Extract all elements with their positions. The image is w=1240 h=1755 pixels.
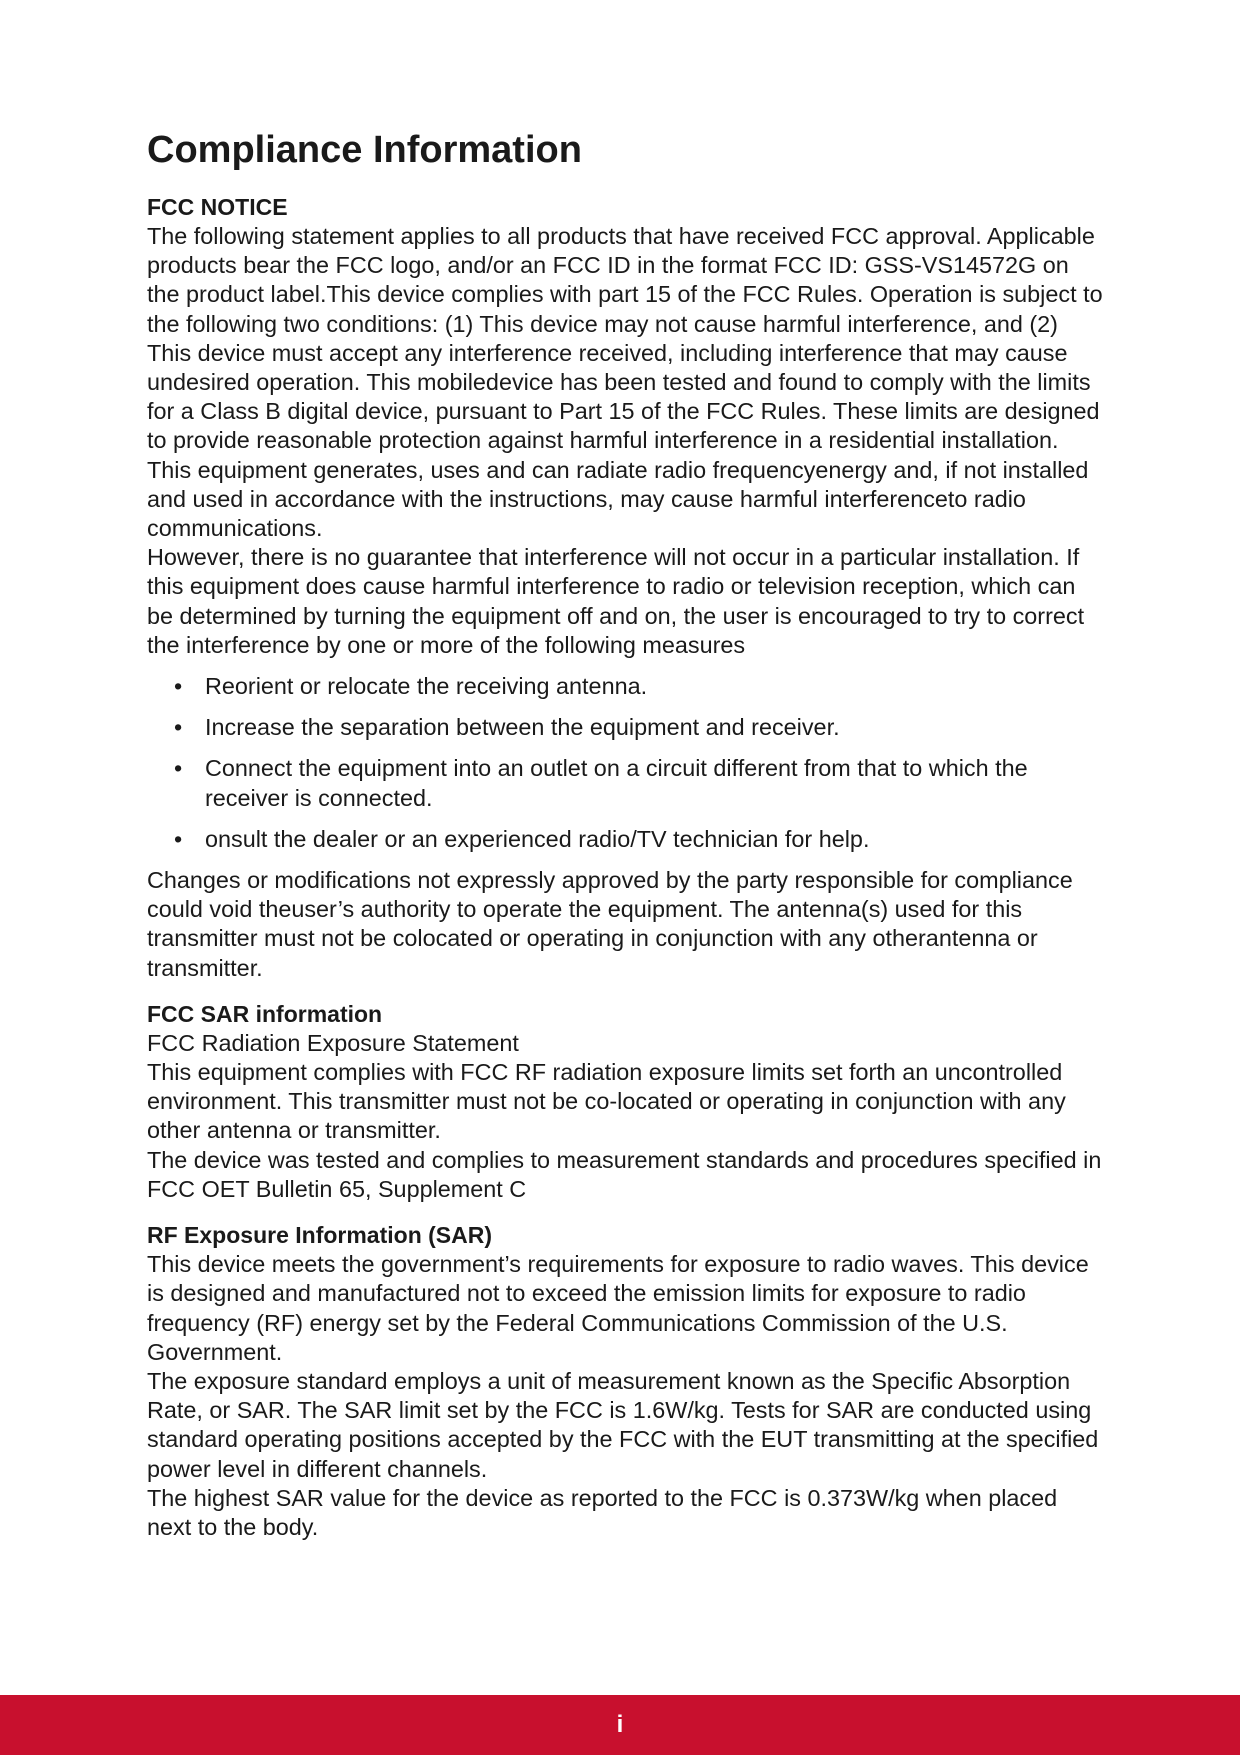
- highest-sar-paragraph: The highest SAR value for the device as reported to the FCC is 0.373W/kg when placed next to the body.: [147, 1484, 1058, 1540]
- bullet-icon: •: [174, 755, 183, 782]
- fcc-notice-guarantee-paragraph: However, there is no guarantee that interference will not occur in a particular installation. If this equipment does cause harmful interference to radio or television reception, which can be determined by turning the equipment off and on, the user is encouraged to try to correct the interference by one or more of the following measures: [147, 544, 1085, 658]
- fcc-notice-heading: FCC NOTICE: [147, 194, 288, 220]
- document-body: [147, 128, 1105, 1542]
- list-item: [147, 754, 1105, 812]
- section-spacer: [147, 983, 1105, 999]
- fcc-sar-subheading: FCC Radiation Exposure Statement: [147, 1029, 519, 1056]
- page-number: i: [616, 1711, 624, 1738]
- fcc-notice-paragraph: The following statement applies to all products that have received FCC approval. Applicable products bear the FCC logo, and/or an FCC ID in the format FCC ID: GSS-VS14572G on the product label.This device complies with part 15 of the FCC Rules. Operation is subject to the following two conditions: (1) This device may not cause harmful interference, and (2) This device must accept any interference received, including interference that may cause undesired operation. This mobiledevice has been tested and found to comply with the limits for a Class B digital device, pursuant to Part 15 of the FCC Rules. These limits are designed to provide reasonable protection against harmful interference in a residential installation. This equipment generates, uses and can radiate radio frequencyenergy and, if not installed and used in accordance with the instructions, may cause harmful interferenceto radio communications.: [147, 223, 1103, 542]
- list-item-text: onsult the dealer or an experienced radio/TV technician for help.: [205, 825, 870, 852]
- list-item-text: Increase the separation between the equipment and receiver.: [205, 714, 840, 741]
- bullet-icon: •: [174, 714, 183, 741]
- fcc-sar-test-paragraph: The device was tested and complies to measurement standards and procedures specified in FCC OET Bulletin 65, Supplement C: [147, 1146, 1102, 1202]
- sar-standard-paragraph: The exposure standard employs a unit of measurement known as the Specific Absorption Rate, or SAR. The SAR limit set by the FCC is 1.6W/kg. Tests for SAR are conducted using standard operating positions accepted by the FCC with the EUT transmitting at the specified power level in different channels.: [147, 1367, 1099, 1482]
- rf-exposure-paragraph: This device meets the government’s requirements for exposure to radio waves. This device is designed and manufactured not to exceed the emission limits for exposure to radio frequency (RF) energy set by the Federal Communications Commission of the U.S. Government.: [147, 1251, 1089, 1365]
- fcc-sar-heading: FCC SAR information: [147, 1000, 383, 1027]
- footer-bar: [0, 1695, 1240, 1755]
- fcc-sar-paragraph: This equipment complies with FCC RF radiation exposure limits set forth an uncontrolled environment. This transmitter must not be co-located or operating in conjunction with any other antenna or transmitter.: [147, 1059, 1066, 1144]
- list-item: [147, 713, 1105, 742]
- modifications-paragraph: Changes or modifications not expressly approved by the party responsible for compliance could void theuser’s authority to operate the equipment. The antenna(s) used for this transmitter must not be colocated or operating in conjunction with any otherantenna or transmitter.: [147, 867, 1073, 981]
- bullet-icon: •: [174, 673, 183, 700]
- list-item: [147, 672, 1105, 701]
- measures-list: [147, 672, 1105, 854]
- rf-exposure-heading: RF Exposure Information (SAR): [147, 1222, 493, 1249]
- section-spacer: [147, 1204, 1105, 1220]
- list-item-text: Reorient or relocate the receiving antenna.: [205, 673, 648, 700]
- page-title: Compliance Information: [147, 129, 582, 171]
- bullet-icon: •: [174, 825, 183, 852]
- rf-exposure-section: [147, 1220, 1105, 1542]
- list-item: [147, 825, 1105, 854]
- fcc-sar-section: [147, 999, 1105, 1204]
- fcc-notice-section: [147, 192, 1105, 983]
- list-item-text: Connect the equipment into an outlet on a circuit different from that to which the receiver is connected.: [205, 755, 1028, 811]
